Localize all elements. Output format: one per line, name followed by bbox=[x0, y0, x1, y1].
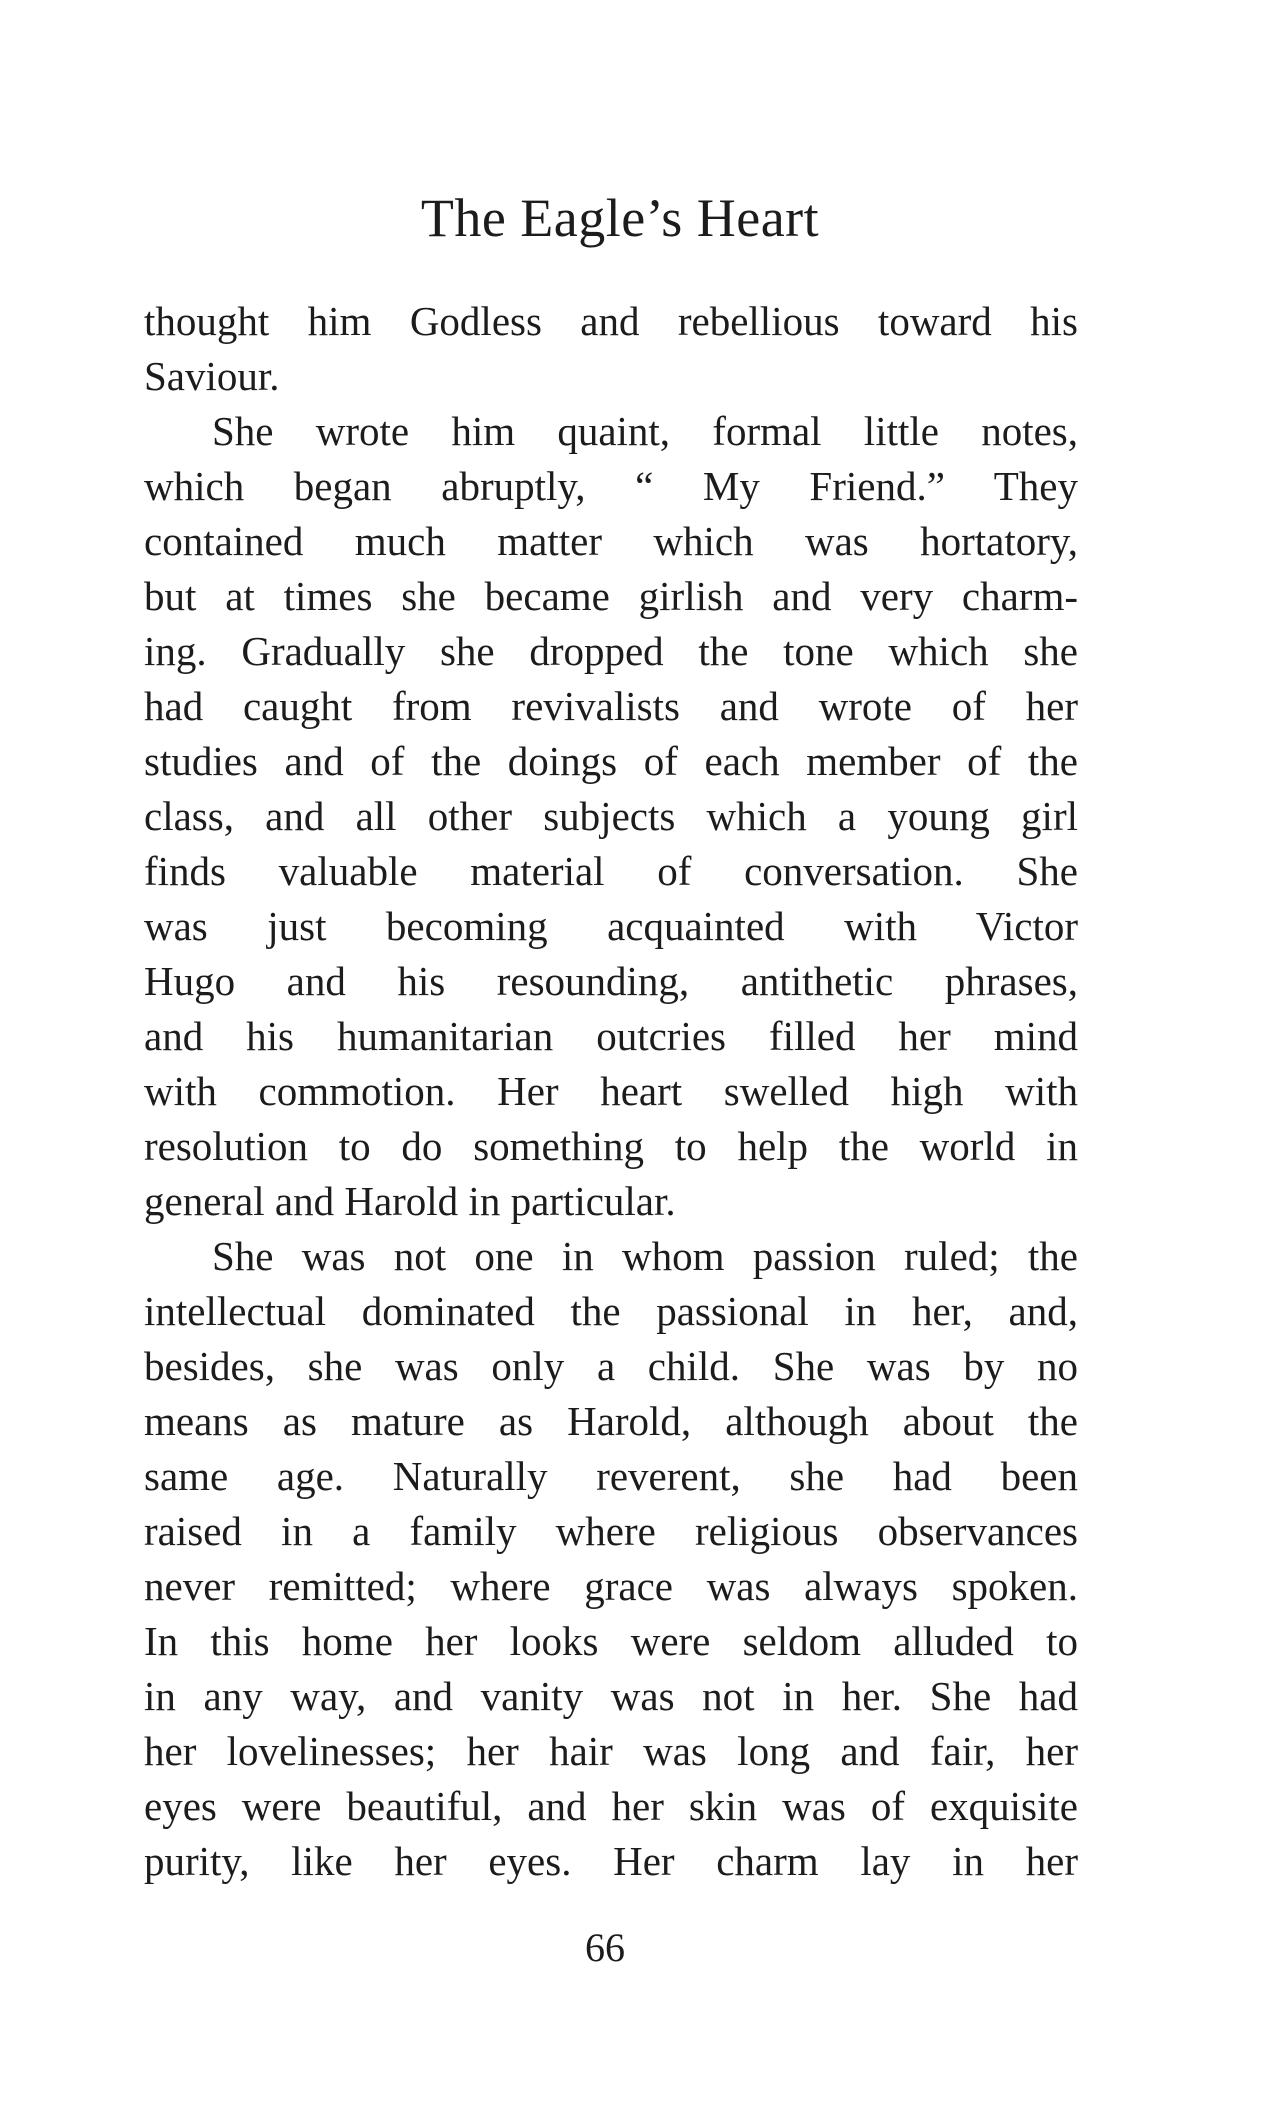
text-line: Hugo and his resounding, antithetic phrases, bbox=[144, 958, 1078, 1004]
text-line: her lovelinesses; her hair was long and fair, her bbox=[144, 1728, 1078, 1774]
text-line: means as mature as Harold, although about the bbox=[144, 1398, 1078, 1444]
text-line: but at times she became girlish and very charm- bbox=[144, 573, 1078, 619]
text-line: had caught from revivalists and wrote of her bbox=[144, 683, 1078, 729]
running-head-title: The Eagle’s Heart bbox=[420, 188, 820, 248]
text-line: besides, she was only a child. She was by no bbox=[144, 1343, 1078, 1389]
text-line: finds valuable material of conversation. She bbox=[144, 848, 1078, 894]
text-line: and his humanitarian outcries filled her mind bbox=[144, 1013, 1078, 1059]
text-line: with commotion. Her heart swelled high with bbox=[144, 1068, 1078, 1114]
text-line: general and Harold in particular. bbox=[144, 1178, 676, 1224]
text-line: was just becoming acquainted with Victor bbox=[144, 903, 1078, 949]
text-line: studies and of the doings of each member of the bbox=[144, 738, 1078, 784]
text-line: ing. Gradually she dropped the tone which she bbox=[144, 628, 1078, 674]
body-text bbox=[144, 294, 1078, 1889]
text-line: class, and all other subjects which a young girl bbox=[144, 793, 1078, 839]
text-line: Saviour. bbox=[144, 353, 280, 399]
text-line: same age. Naturally reverent, she had been bbox=[144, 1453, 1078, 1499]
text-line: purity, like her eyes. Her charm lay in her bbox=[144, 1838, 1078, 1884]
page-number: 66 bbox=[585, 1925, 625, 1970]
text-line: thought him Godless and rebellious toward his bbox=[144, 298, 1078, 344]
text-line: raised in a family where religious observances bbox=[144, 1508, 1078, 1554]
text-line: She was not one in whom passion ruled; the bbox=[212, 1233, 1078, 1279]
text-line: never remitted; where grace was always spoken. bbox=[144, 1563, 1078, 1609]
text-line: resolution to do something to help the world in bbox=[144, 1123, 1078, 1169]
text-line: intellectual dominated the passional in her, and, bbox=[144, 1288, 1078, 1334]
text-line: She wrote him quaint, formal little notes, bbox=[212, 408, 1078, 454]
text-line: In this home her looks were seldom alluded to bbox=[144, 1618, 1078, 1664]
text-line: eyes were beautiful, and her skin was of exquisite bbox=[144, 1783, 1078, 1829]
text-line: in any way, and vanity was not in her. She had bbox=[144, 1673, 1078, 1719]
text-line: which began abruptly, “ My Friend.” They bbox=[144, 463, 1078, 509]
text-line: contained much matter which was hortatory, bbox=[144, 518, 1078, 564]
